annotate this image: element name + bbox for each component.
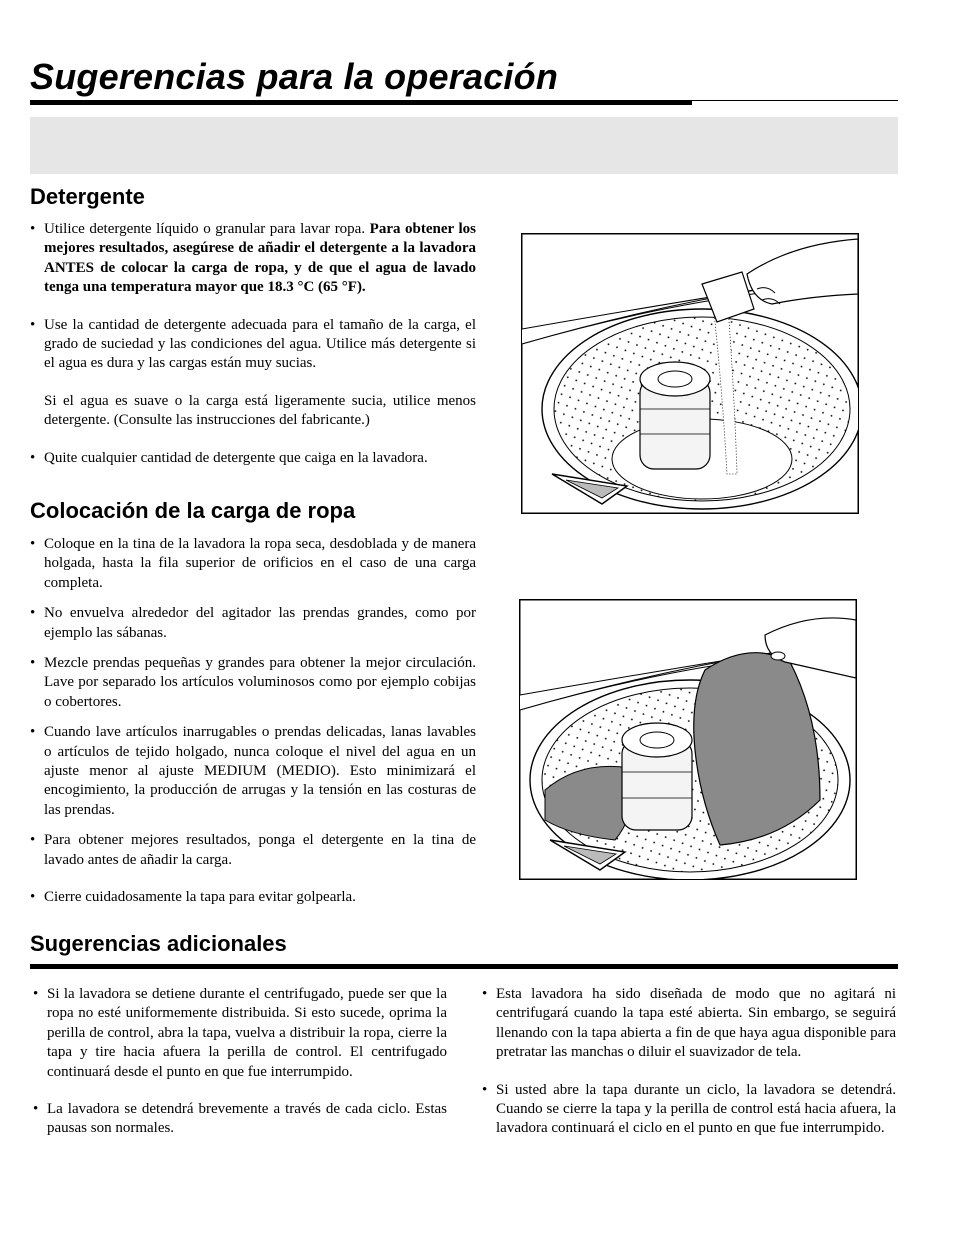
- list-item: • No envuelva alrededor del agitador las prendas grandes, como por ejemplo las sábanas.: [30, 604, 476, 643]
- list-item-continuation: Si el agua es suave o la carga está ligeramente sucia, utilice menos detergente. (Consulte las instrucciones del fabricante.): [44, 392, 476, 429]
- detergente-heading: Detergente: [30, 184, 145, 209]
- detergente-list: [30, 220, 476, 468]
- list-item: • Cuando lave artículos inarrugables o prendas delicadas, lanas lavables o artículos de tejido holgado, nunca coloque el nivel del agua en un ajuste menor al ajuste MEDIUM (MEDIO). Esto minimizará el encogimiento, la producción de arrugas y la tensión en las costuras de las prendas.: [30, 723, 476, 820]
- list-item: • Cierre cuidadosamente la tapa para evitar golpearla.: [30, 888, 476, 907]
- list-item: • Si la lavadora se detiene durante el centrifugado, puede ser que la ropa no esté uniformemente distribuida. Si esto sucede, oprima la perilla de control, abra la tapa, vuelva a distribuir la ropa, cierre la tapa y tire hacia afuera la perilla de control. El centrifugado continuará desde el punto en que fue interrumpido.: [33, 985, 447, 1082]
- adicionales-rule: [30, 964, 898, 969]
- illustration-loading-clothes: [519, 599, 857, 880]
- detergente-b1-plain: Utilice detergente líquido o granular para lavar ropa.: [44, 221, 370, 237]
- colocacion-heading: Colocación de la carga de ropa: [30, 498, 356, 523]
- detergente-b1-bold: Para obtener los mejores resultados, asegúrese de añadir el detergente a la lavadora ANTES de colocar la carga de ropa, y de que el agua de lavado tenga una temperatura mayor que 18.3 °C (65 °F).: [44, 221, 476, 296]
- list-item: • Coloque en la tina de la lavadora la ropa seca, desdoblada y de manera holgada, hasta la fila superior de orificios en el caso de una carga completa.: [30, 535, 476, 593]
- illustration-detergent-pour: [521, 233, 859, 514]
- header-band: [30, 117, 898, 174]
- colocacion-list: [30, 535, 476, 908]
- list-item: • Use la cantidad de detergente adecuada para el tamaño de la carga, el grado de suciedad y las condiciones del agua. Utilice más detergente si el agua es dura y las cargas están muy sucias.: [30, 316, 476, 374]
- list-item: • Si usted abre la tapa durante un ciclo, la lavadora se detendrá. Cuando se cierre la tapa y la perilla de control está hacia afuera, la lavadora continuará el ciclo en el punto en que fue interrumpido.: [482, 1081, 896, 1139]
- list-item: • Para obtener mejores resultados, ponga el detergente en la tina de lavado antes de añadir la carga.: [30, 831, 476, 870]
- list-item: • La lavadora se detendrá brevemente a través de cada ciclo. Estas pausas son normales.: [33, 1100, 447, 1139]
- adicionales-list-right: [482, 985, 896, 1139]
- page-title: Sugerencias para la operación: [30, 56, 559, 97]
- title-rule: [30, 100, 692, 105]
- list-item: [30, 220, 476, 298]
- list-item: • Mezcle prendas pequeñas y grandes para obtener la mejor circulación. Lave por separado los artículos voluminosos como por ejemplo cobijas o cobertores.: [30, 654, 476, 712]
- title-rule-thin: [692, 100, 898, 101]
- list-item: • Quite cualquier cantidad de detergente que caiga en la lavadora.: [30, 449, 476, 468]
- list-item: • Esta lavadora ha sido diseñada de modo que no agitará ni centrifugará cuando la tapa esté abierta. Sin embargo, se seguirá llenando con la tapa abierta a fin de que haya agua disponible para pretratar las manchas o diluir el suavizador de tela.: [482, 985, 896, 1063]
- adicionales-list-left: [33, 985, 447, 1139]
- adicionales-heading: Sugerencias adicionales: [30, 931, 287, 956]
